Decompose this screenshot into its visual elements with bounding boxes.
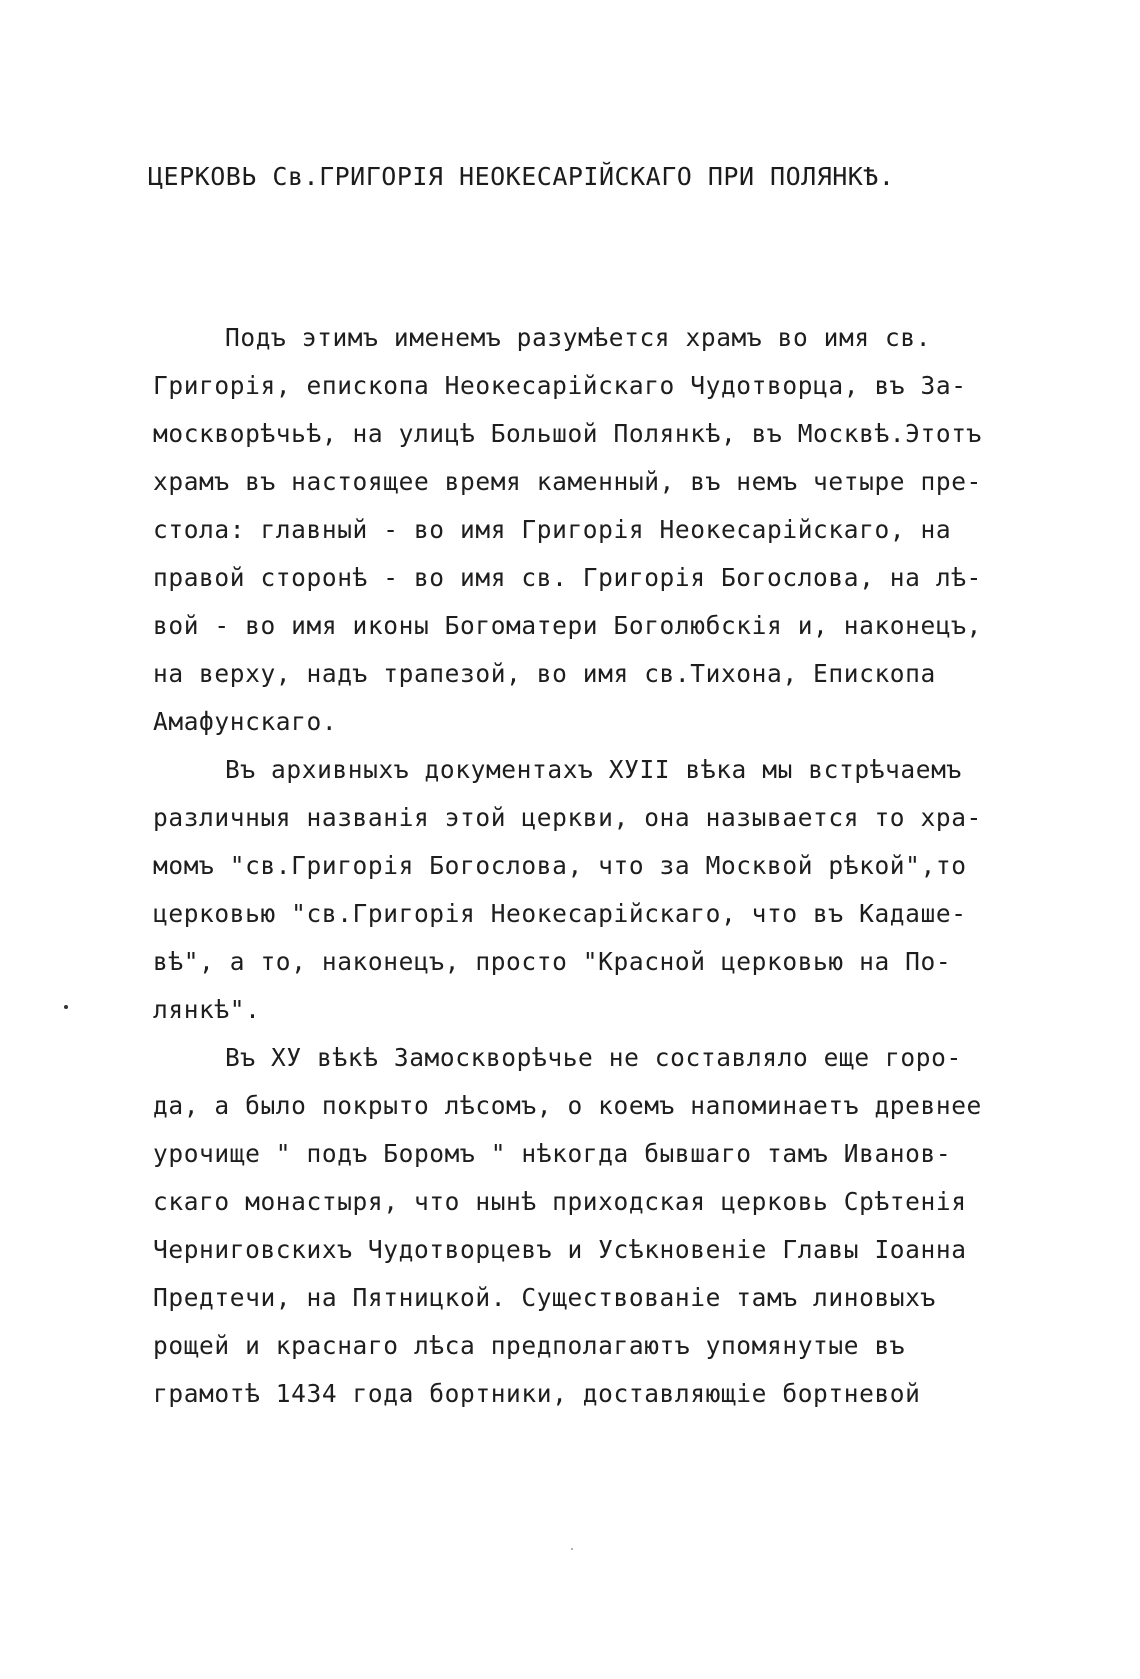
text-line: Григорія, епископа Неокесарійскаго Чудотворца, въ За-	[153, 371, 967, 400]
text-line: на верху, надъ трапезой, во имя св.Тихона, Епископа	[153, 659, 936, 688]
paper-speck	[571, 1548, 573, 1550]
text-line: правой сторонѣ - во имя св. Григорія Богослова, на лѣ-	[153, 563, 982, 592]
text-line: стола: главный - во имя Григорія Неокесарійскаго, на	[153, 515, 952, 544]
text-line: церковью "св.Григорія Неокесарійскаго, что въ Кадаше-	[153, 899, 967, 928]
text-line: Амафунскаго.	[153, 707, 338, 736]
text-line: Черниговскихъ Чудотворцевъ и Усѣкновеніе Главы Іоанна	[153, 1235, 967, 1264]
text-line: рощей и краснаго лѣса предполагаютъ упомянутые въ	[153, 1331, 906, 1360]
document-title: ЦЕРКОВЬ Св.ГРИГОРІЯ НЕОКЕСАРІЙСКАГО ПРИ ПОЛЯНКѢ.	[148, 162, 895, 191]
margin-dot	[64, 1005, 68, 1009]
text-line: урочище " подъ Боромъ " нѣкогда бывшаго тамъ Иванов-	[153, 1139, 952, 1168]
text-line: вѣ", а то, наконецъ, просто "Красной церковью на По-	[153, 947, 952, 976]
text-line: различныя названія этой церкви, она называется то хра-	[153, 803, 982, 832]
text-line: Въ ХУ вѣкѣ Замоскворѣчье не составляло еще горо-	[225, 1043, 962, 1072]
text-line: Подъ этимъ именемъ разумѣется храмъ во имя св.	[225, 323, 932, 352]
text-line: лянкѣ".	[153, 995, 261, 1024]
text-line: вой - во имя иконы Богоматери Боголюбскія и, наконецъ,	[153, 611, 982, 640]
text-line: да, а было покрыто лѣсомъ, о коемъ напоминаетъ древнее	[153, 1091, 982, 1120]
text-line: москворѣчьѣ, на улицѣ Большой Полянкѣ, въ Москвѣ.Этотъ	[153, 419, 982, 448]
text-line: храмъ въ настоящее время каменный, въ немъ четыре пре-	[153, 467, 982, 496]
text-line: скаго монастыря, что нынѣ приходская церковь Срѣтенія	[153, 1187, 967, 1216]
text-line: Предтечи, на Пятницкой. Существованіе тамъ линовыхъ	[153, 1283, 936, 1312]
text-line: грамотѣ 1434 года бортники, доставляющіе бортневой	[153, 1379, 921, 1408]
text-line: Въ архивныхъ документахъ ХУII вѣка мы встрѣчаемъ	[225, 755, 962, 784]
text-line: момъ "св.Григорія Богослова, что за Москвой рѣкой",то	[153, 851, 967, 880]
